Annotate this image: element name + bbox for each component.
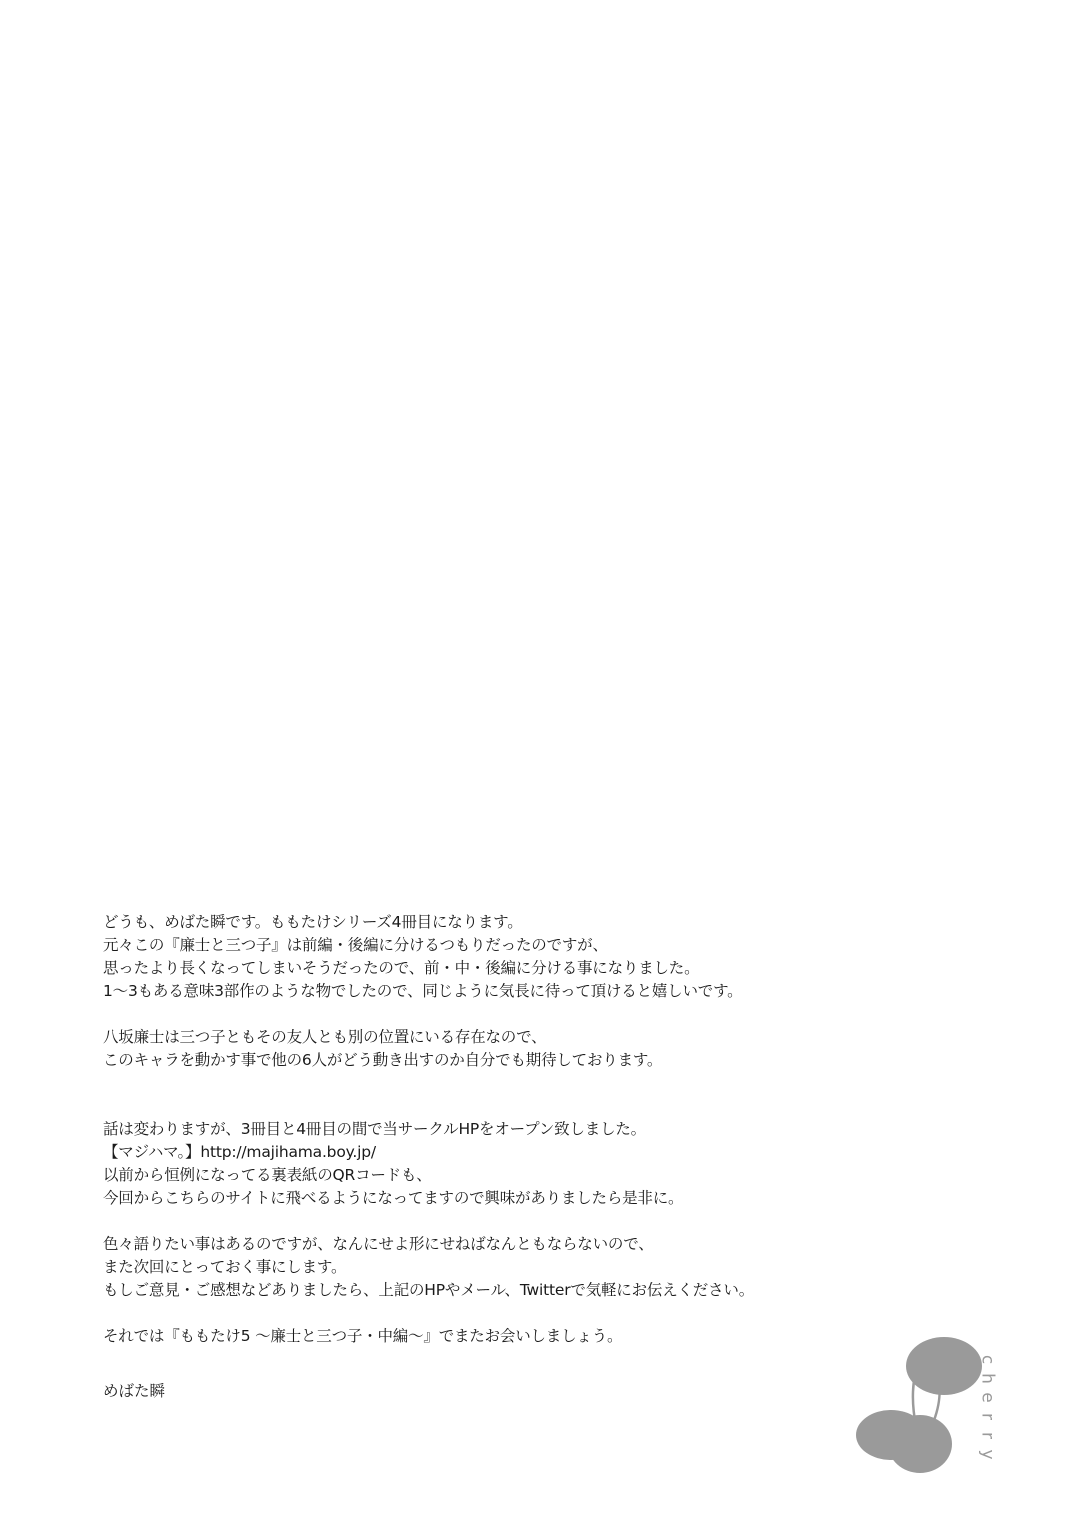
wordmark-letter: e: [977, 1392, 998, 1403]
paragraph-gap: [103, 1003, 863, 1026]
text-line: また次回にとっておく事にします。: [103, 1258, 347, 1276]
text-line: どうも、めばた瞬です。ももたけシリーズ4冊目になります。: [103, 913, 523, 931]
wordmark-letter: h: [977, 1373, 998, 1384]
wordmark-letter: c: [977, 1354, 998, 1365]
cherry-wordmark: [975, 1350, 999, 1464]
cherry-fruit-right: [888, 1415, 952, 1473]
text-line: このキャラを動かす事で他の6人がどう動き出すのか自分でも期待しております。: [103, 1051, 663, 1069]
text-line: 思ったより長くなってしまいそうだったので、前・中・後編に分ける事になりました。: [103, 959, 700, 977]
wordmark-letter: r: [977, 1413, 998, 1420]
paragraph-gap: [103, 1072, 863, 1118]
text-line: 以前から恒例になってる裏表紙のQRコードも、: [103, 1166, 432, 1184]
paragraph-gap: [103, 1210, 863, 1233]
text-line: もしご意見・ご感想などありましたら、上記のHPやメール、Twitterで気軽にお伝えください。: [103, 1281, 755, 1299]
cherry-fruit-top: [906, 1337, 982, 1395]
wordmark-letter: r: [977, 1432, 998, 1439]
text-line: 話は変わりますが、3冊目と4冊目の間で当サークルHPをオープン致しました。: [103, 1120, 646, 1138]
wordmark-letter: y: [977, 1449, 998, 1460]
author-signature: めばた瞬: [103, 1382, 166, 1400]
url-line: 【マジハマ。】http://majihama.boy.jp/: [103, 1143, 376, 1161]
afterword-text: [103, 911, 863, 1348]
text-line: 今回からこちらのサイトに飛べるようになってますので興味がありましたら是非に。: [103, 1189, 684, 1207]
paragraph-gap: [103, 1302, 863, 1325]
text-line: 元々この『廉士と三つ子』は前編・後編に分けるつもりだったのですが、: [103, 936, 608, 954]
text-line: それでは『ももたけ5 〜廉士と三つ子・中編〜』でまたお会いしましょう。: [103, 1327, 623, 1345]
text-line: 色々語りたい事はあるのですが、なんにせよ形にせねばなんともならないので、: [103, 1235, 654, 1253]
text-line: 八坂廉士は三つ子ともその友人とも別の位置にいる存在なので、: [103, 1028, 547, 1046]
text-line: 1〜3もある意味3部作のような物でしたので、同じように気長に待って頂けると嬉しいです。: [103, 982, 743, 1000]
